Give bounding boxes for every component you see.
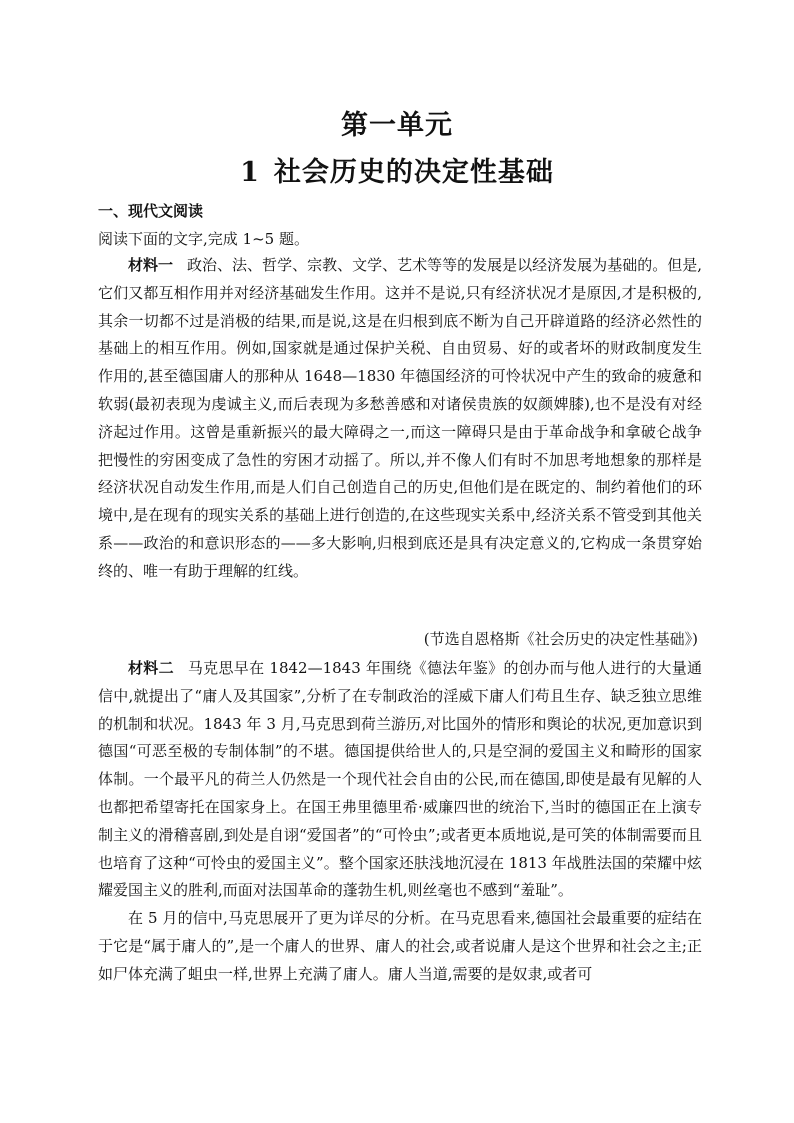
- material-one-label: 材料一: [128, 256, 174, 274]
- material-two-text-1: 马克思早在 1842—1843 年围绕《德法年鉴》的创办而与他人进行的大量通信中,就提出了“庸人及其国家”,分析了在专制政治的淫威下庸人们苟且生存、缺乏独立思维的机制和状况。1843 年 3 月,马克思到荷兰游历,对比国外的情形和舆论的状况,更加意识到德国“可恶至极的专制体制”的不堪。德国提供给世人的,只是空洞的爱国主义和畸形的国家体制。一个最平凡的荷兰人仍然是一个现代社会自由的公民,而在德国,即使是最有见解的人也都把希望寄托在国家身上。在国王弗里德里希·威廉四世的统治下,当时的德国正在上演专制主义的滑稽喜剧,到处是自诩“爱国者”的“可怜虫”;或者更本质地说,是可笑的体制需要而且也培育了这种“可怜虫的爱国主义”。整个国家还肤浅地沉浸在 1813 年战胜法国的荣耀中炫耀爱国主义的胜利,而面对法国革命的蓬勃生机,则丝毫也不感到“羞耻”。: [98, 659, 702, 900]
- material-two: [98, 655, 702, 989]
- section-heading: 一、现代文阅读: [98, 202, 204, 220]
- material-one: [98, 252, 702, 586]
- lesson-title: [0, 150, 794, 189]
- material-one-source: (节选自恩格斯《社会历史的决定性基础》): [423, 630, 698, 648]
- unit-title: 第一单元: [341, 110, 453, 141]
- lesson-title-text: 社会历史的决定性基础: [273, 157, 554, 188]
- material-two-text-2: 在 5 月的信中,马克思展开了更为详尽的分析。在马克思看来,德国社会最重要的症结在于它是“属于庸人的”,是一个庸人的世界、庸人的社会,或者说庸人是这个世界和社会之主;正如尸体充满了蛆虫一样,世界上充满了庸人。庸人当道,需要的是奴隶,或者可: [98, 909, 702, 983]
- material-two-paragraph-1: [98, 655, 702, 905]
- material-two-label: 材料二: [128, 659, 174, 677]
- material-two-paragraph-2: [98, 905, 702, 988]
- lesson-number: 1: [240, 157, 260, 188]
- material-one-paragraph: [98, 252, 702, 586]
- reading-instruction: 阅读下面的文字,完成 1~5 题。: [98, 230, 309, 248]
- material-one-text: 政治、法、哲学、宗教、文学、艺术等等的发展是以经济发展为基础的。但是,它们又都互相作用并对经济基础发生作用。这并不是说,只有经济状况才是原因,才是积极的,其余一切都不过是消极的结果,而是说,这是在归根到底不断为自己开辟道路的经济必然性的基础上的相互作用。例如,国家就是通过保护关税、自由贸易、好的或者坏的财政制度发生作用的,甚至德国庸人的那种从 1648—1830 年德国经济的可怜状况中产生的致命的疲惫和软弱(最初表现为虔诚主义,而后表现为多愁善感和对诸侯贵族的奴颜婢膝),也不是没有对经济起过作用。这曾是重新振兴的最大障碍之一,而这一障碍只是由于革命战争和拿破仑战争把慢性的穷困变成了急性的穷困才动摇了。所以,并不像人们有时不加思考地想象的那样是经济状况自动发生作用,而是人们自己创造自己的历史,但他们是在既定的、制约着他们的环境中,是在现有的现实关系的基础上进行创造的,在这些现实关系中,经济关系不管受到其他关系——政治的和意识形态的——多大影响,归根到底还是具有决定意义的,它构成一条贯穿始终的、唯一有助于理解的红线。: [98, 256, 702, 580]
